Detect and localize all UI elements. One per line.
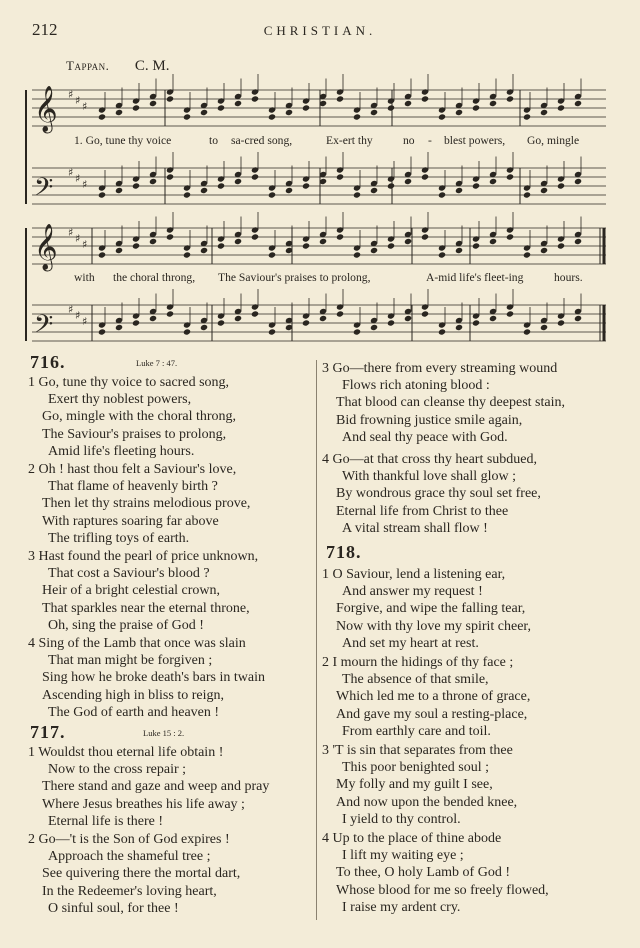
svg-text:♯: ♯: [68, 166, 74, 179]
hymn-reference-717: Luke 15 : 2.: [143, 728, 185, 738]
stanza-716-1: 1 Go, tune thy voice to sacred song, Exert thy noblest powers, Go, mingle with the choral throng, The Saviour's praises to prolong, Amid life's fleeting hours.: [28, 375, 237, 459]
stanza-717-3: 3 Go—there from every streaming wound Flows rich atoning blood : That blood can cleanse thy deepest stain, Bid frowning justice smile again, And seal thy peace with God.: [322, 361, 565, 445]
hymn-reference-716: Luke 7 : 47.: [136, 358, 178, 368]
stanza-718-2: 2 I mourn the hidings of thy face ; The absence of that smile, Which led me to a throne of grace, And gave my soul a resting-place, From earthly care and toil.: [322, 655, 531, 739]
music-score: [0, 0, 640, 350]
svg-text:𝄢: 𝄢: [34, 310, 54, 345]
svg-text:♯: ♯: [75, 232, 81, 245]
svg-text:𝄞: 𝄞: [34, 224, 58, 270]
hymn-number-716: 716.: [30, 352, 66, 372]
svg-text:♯: ♯: [75, 172, 81, 185]
stanza-718-3: 3 'T is sin that separates from thee This poor benighted soul ; My folly and my guilt I see, And now upon the bended knee, I yield to thy control.: [322, 743, 518, 827]
svg-text:♯: ♯: [82, 315, 88, 328]
stanza-717-2: 2 Go—'t is the Son of God expires ! Approach the shameful tree ; See quivering there the mortal dart, In the Redeemer's loving heart, O sinful soul, for thee !: [28, 832, 241, 916]
stanza-716-2: 2 Oh ! hast thou felt a Saviour's love, That flame of heavenly birth ? Then let thy strains melodious prove, With raptures soaring far above The trifling toys of earth.: [28, 462, 251, 546]
svg-text:𝄢: 𝄢: [34, 173, 54, 208]
stanza-718-4: 4 Up to the place of thine abode I lift my waiting eye ; To thee, O holy Lamb of God ! Whose blood for me so freely flowed, I raise my ardent cry.: [322, 831, 549, 915]
stanza-716-3: 3 Hast found the pearl of price unknown, That cost a Saviour's blood ? Heir of a bright celestial crown, That sparkles near the eternal throne, Oh, sing the praise of God !: [28, 549, 259, 633]
column-divider: [316, 360, 317, 920]
svg-text:♯: ♯: [75, 309, 81, 322]
svg-text:♯: ♯: [82, 238, 88, 251]
running-title: CHRISTIAN.: [263, 23, 377, 38]
stanza-717-4: 4 Go—at that cross thy heart subdued, With thankful love shall glow ; By wondrous grace thy soul set free, Eternal life from Christ to thee A vital stream shall flow !: [322, 452, 541, 536]
hymn-number-718: 718.: [326, 542, 362, 562]
page-number: 212: [32, 20, 58, 39]
svg-text:♯: ♯: [68, 226, 74, 239]
tune-meter: C. M.: [134, 58, 170, 74]
svg-text:♯: ♯: [68, 88, 74, 101]
stanza-718-1: 1 O Saviour, lend a listening ear, And answer my request ! Forgive, and wipe the falling tear, Now with thy love my spirit cheer, And set my heart at rest.: [322, 567, 532, 651]
stanza-717-1: 1 Wouldst thou eternal life obtain ! Now to the cross repair ; There stand and gaze and weep and pray Where Jesus breathes his life away ; Eternal life is there !: [28, 745, 270, 829]
hymn-number-717: 717.: [30, 722, 66, 742]
stanza-716-4: 4 Sing of the Lamb that once was slain That man might be forgiven ; Sing how he broke death's bars in twain Ascending high in bliss to reign, The God of earth and heaven !: [28, 636, 265, 720]
svg-text:♯: ♯: [75, 94, 81, 107]
svg-text:♯: ♯: [82, 100, 88, 113]
svg-text:♯: ♯: [82, 178, 88, 191]
svg-text:𝄞: 𝄞: [34, 86, 58, 132]
tune-name: Tappan.: [66, 58, 110, 73]
svg-text:♯: ♯: [68, 303, 74, 316]
